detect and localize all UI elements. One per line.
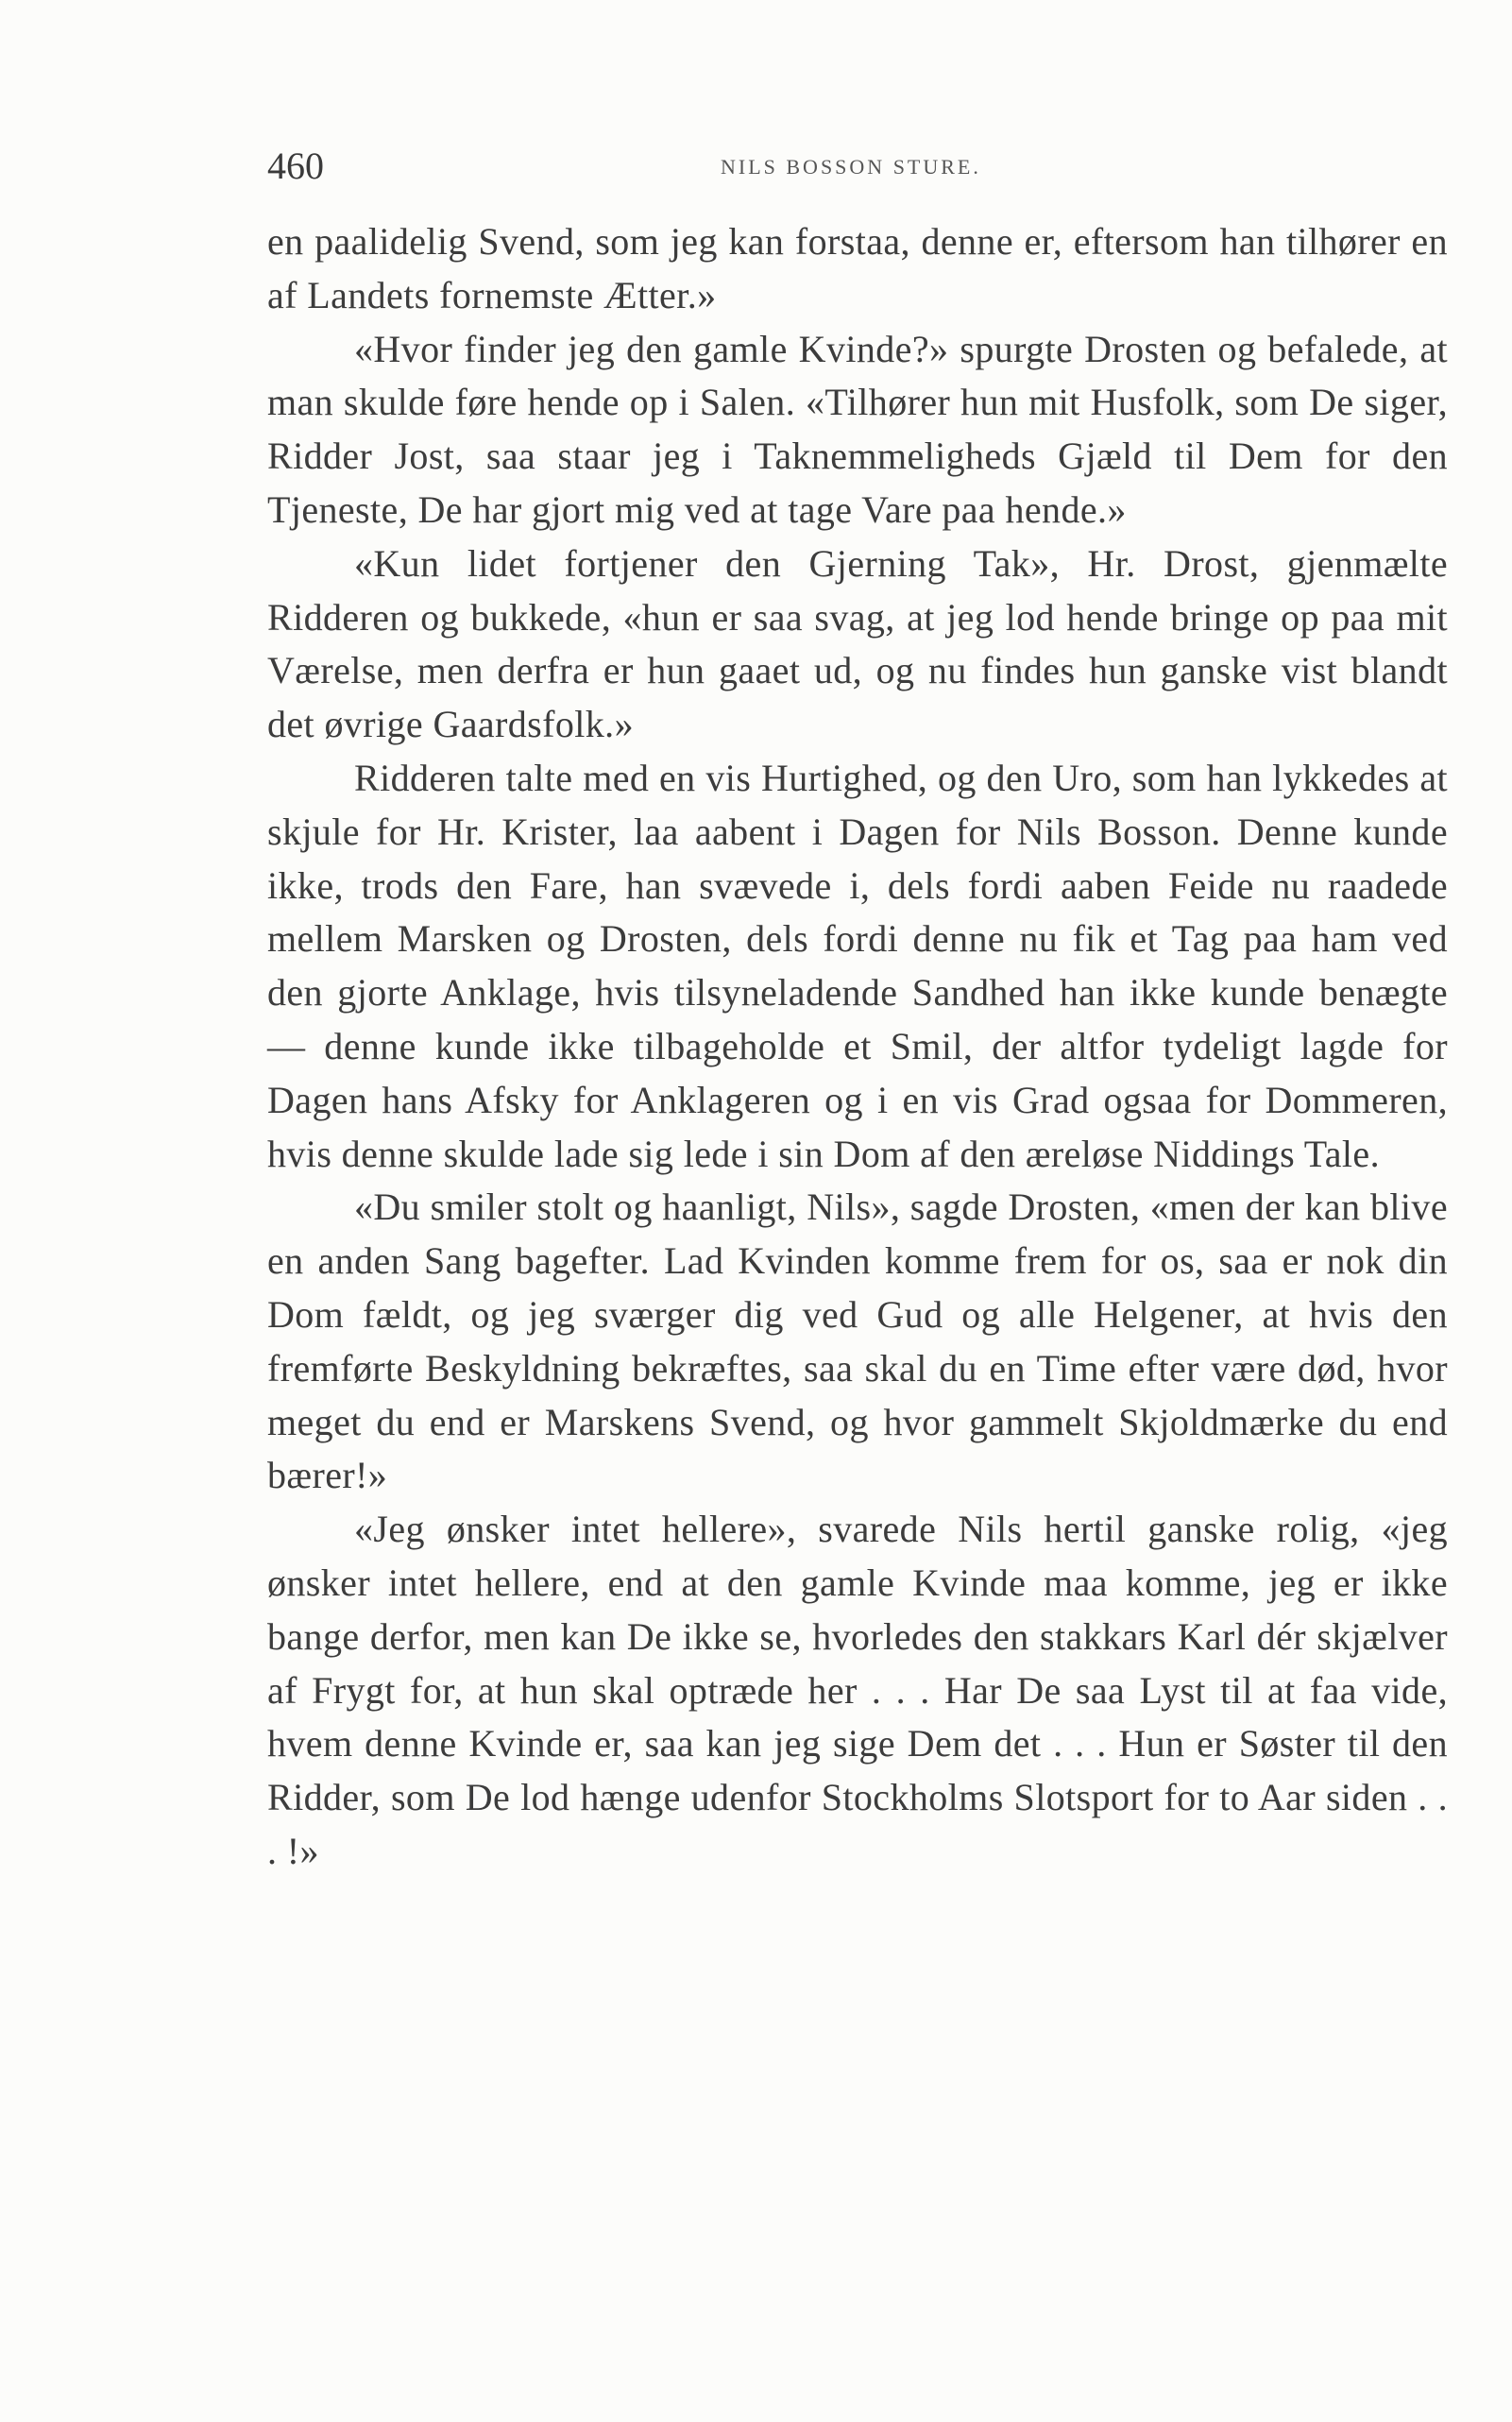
paragraph: en paalidelig Svend, som jeg kan forstaa, denne er, eftersom han tilhører en af Landets fornemste Ætter.» [267,220,1448,316]
paragraph: «Jeg ønsker intet hellere», svarede Nils hertil ganske rolig, «jeg ønsker intet hellere, end at den gamle Kvinde maa komme, jeg er ikke bange derfor, men kan De ikke se, hvorledes den stakkars Karl dér skjælver af Frygt for, at hun skal optræde her . . . Har De saa Lyst til at faa vide, hvem denne Kvinde er, saa kan jeg sige Dem det . . . Hun er Søster til den Ridder, som De lod hænge udenfor Stockholms Slotsport for to Aar siden . . . !» [267,1508,1448,1872]
body-text [267,215,1448,1879]
paragraph: «Du smiler stolt og haanligt, Nils», sagde Drosten, «men der kan blive en anden Sang bagefter. Lad Kvinden komme frem for os, saa er nok din Dom fældt, og jeg sværger dig ved Gud og alle Helgener, at hvis den fremførte Beskyldning bekræftes, saa skal du en Time efter være død, hvor meget du end er Marskens Svend, og hvor gammelt Skjoldmærke du end bærer!» [267,1185,1448,1497]
paragraph: «Hvor finder jeg den gamle Kvinde?» spurgte Drosten og befalede, at man skulde føre hende op i Salen. «Tilhører hun mit Husfolk, som De siger, Ridder Jost, saa staar jeg i Taknemmeligheds Gjæld til Dem for den Tjeneste, De har gjort mig ved at tage Vare paa hende.» [267,327,1448,531]
running-title: NILS BOSSON STURE. [721,155,981,179]
paragraph: Ridderen talte med en vis Hurtighed, og den Uro, som han lykkedes at skjule for Hr. Krister, laa aabent i Dagen for Nils Bosson. Denne kunde ikke, trods den Fare, han svævede i, dels fordi aaben Feide nu raadede mellem Marsken og Drosten, dels fordi denne nu fik et Tag paa ham ved den gjorte Anklage, hvis tilsyneladende Sandhed han ikke kunde benægte — denne kunde ikke tilbageholde et Smil, der altfor tydeligt lagde for Dagen hans Afsky for Anklageren og i en vis Grad ogsaa for Dommeren, hvis denne skulde lade sig lede i sin Dom af den æreløse Niddings Tale. [267,756,1448,1175]
page-header [267,144,1448,191]
page-number: 460 [267,145,324,187]
paragraph: «Kun lidet fortjener den Gjerning Tak», Hr. Drost, gjenmælte Ridderen og bukkede, «hun er saa svag, at jeg lod hende bringe op paa mit Værelse, men derfra er hun gaaet ud, og nu findes hun ganske vist blandt det øvrige Gaardsfolk.» [267,541,1448,746]
